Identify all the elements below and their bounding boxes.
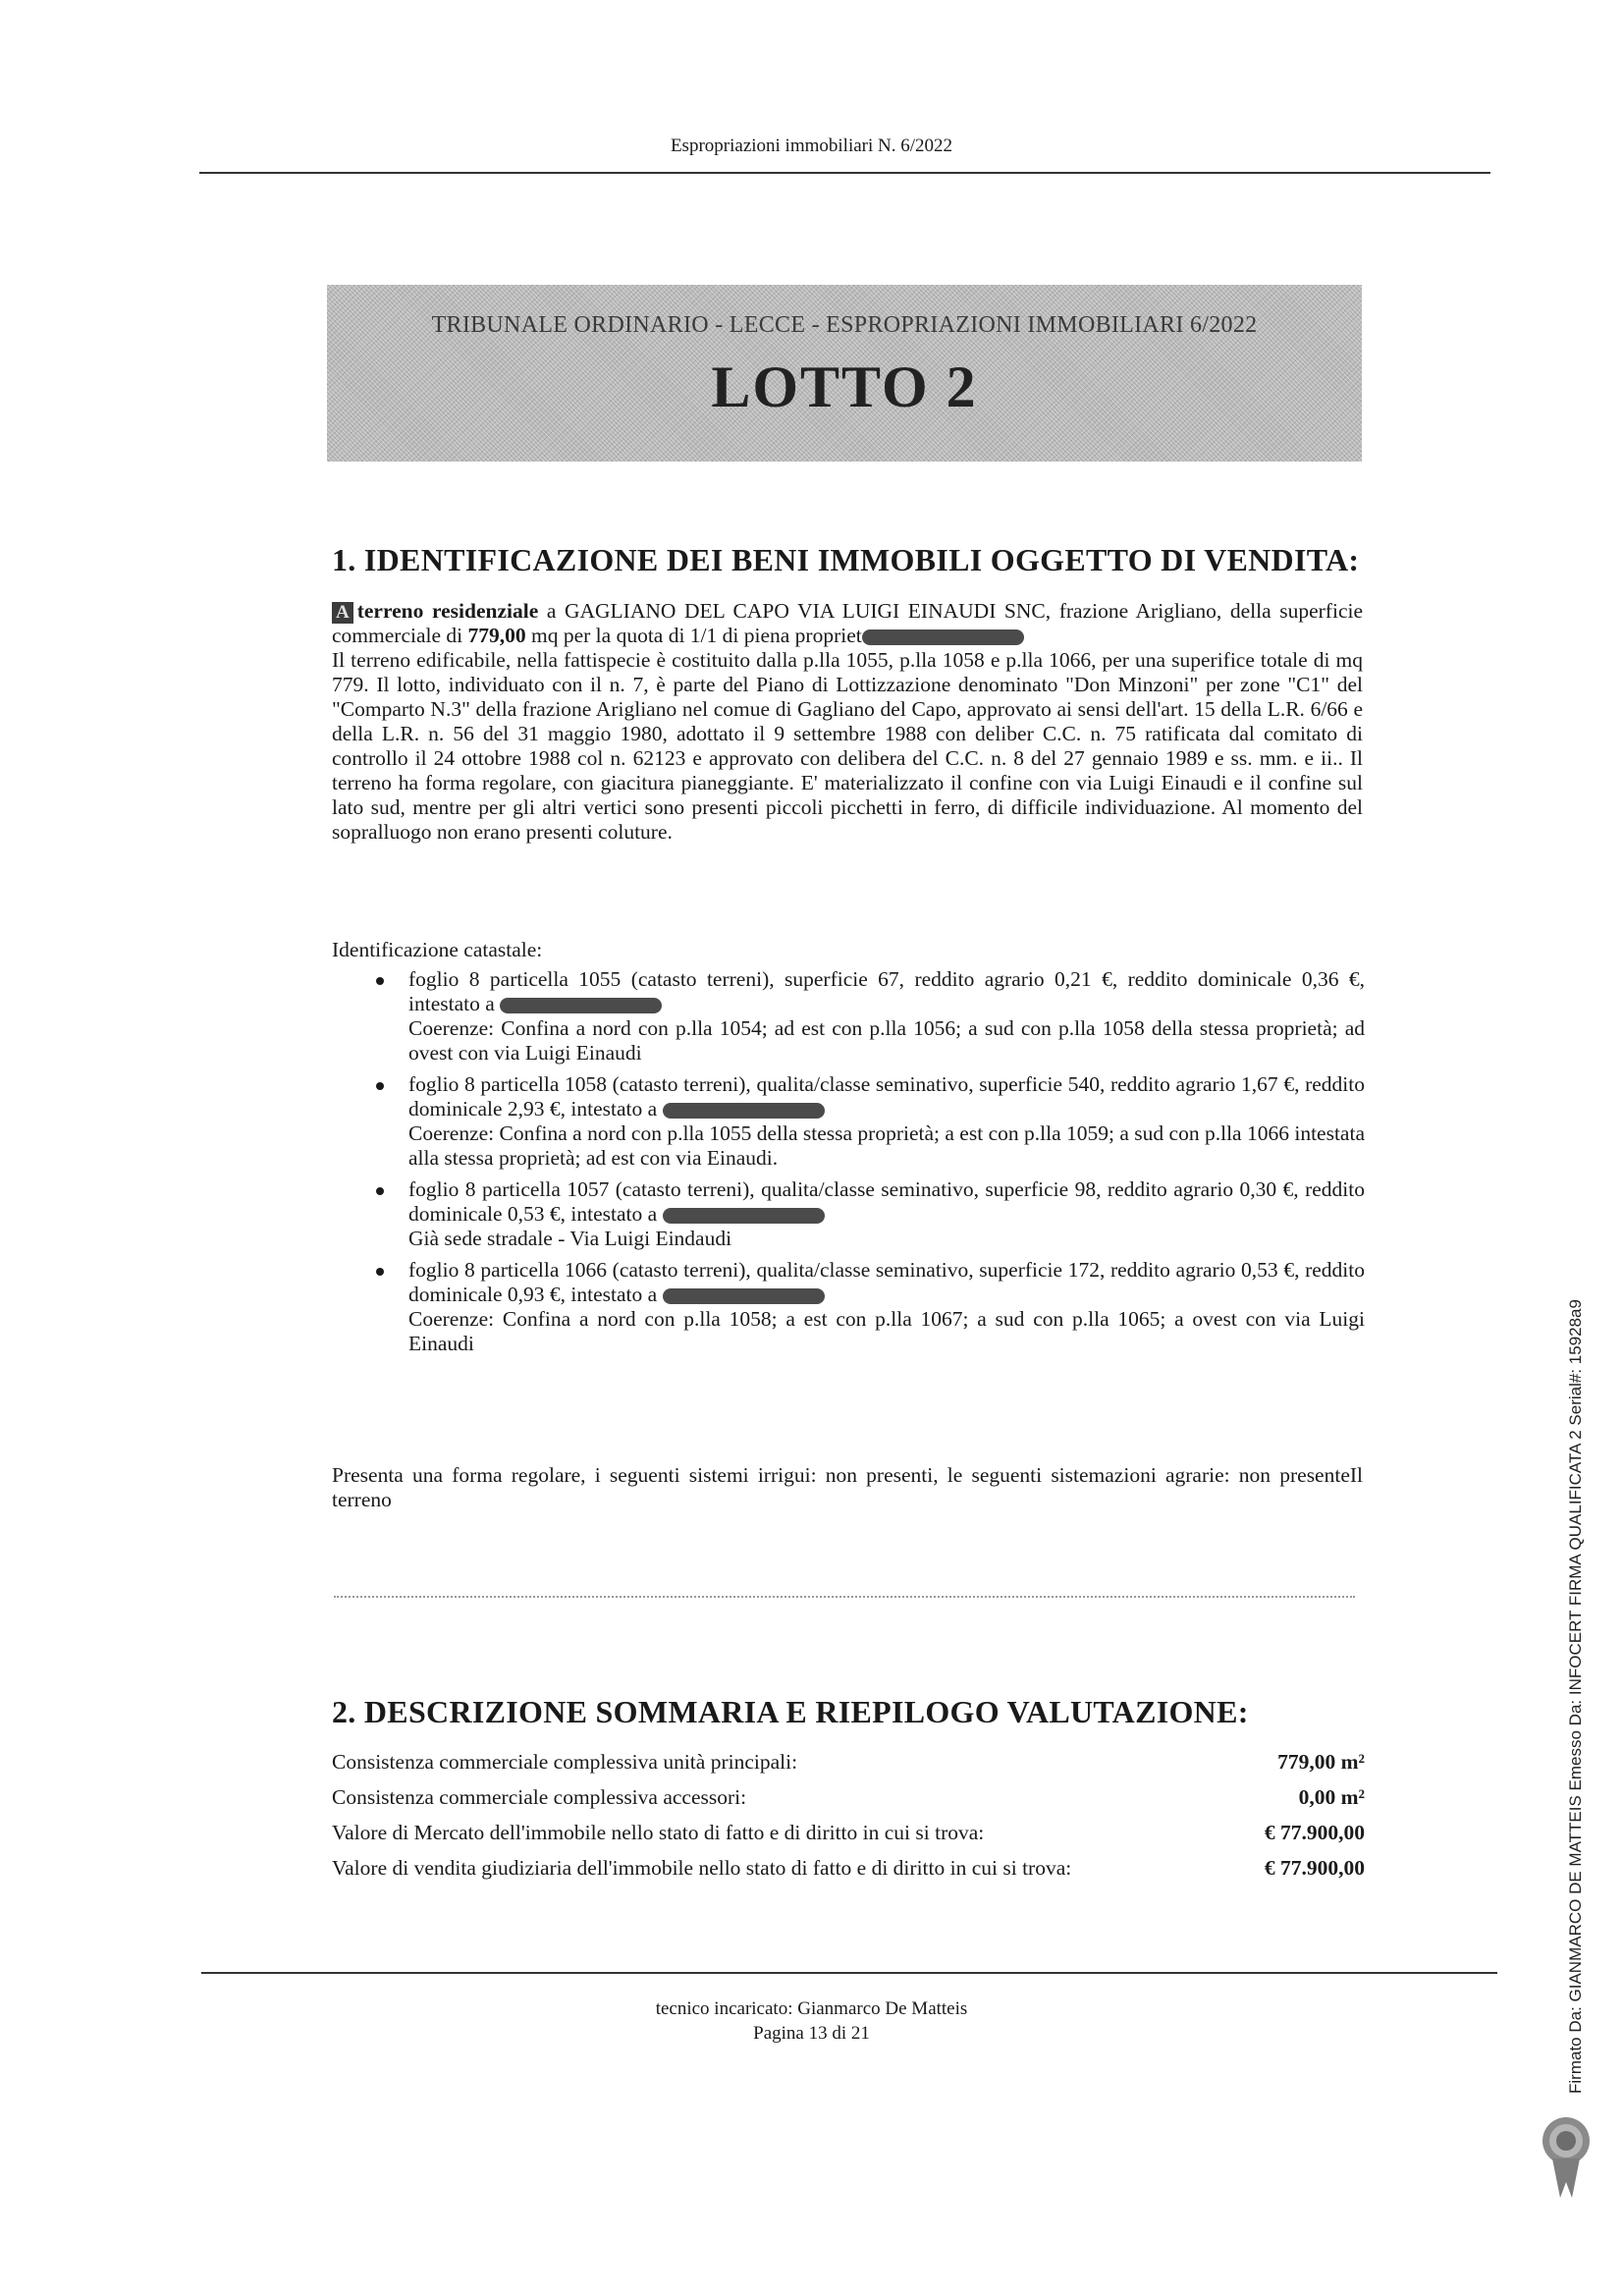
banner-title: LOTTO 2 (711, 355, 978, 419)
section-2-title: 2. DESCRIZIONE SOMMARIA E RIEPILOGO VALUTAZIONE: (332, 1694, 1249, 1729)
valuation-summary-table (332, 1746, 1365, 1887)
parcel-item (332, 1258, 1365, 1356)
parcel-boundaries: Coerenze: Confina a nord con p.lla 1054; ad est con p.lla 1056; a sud con p.lla 1058 della stessa proprietà; ad ovest con via Luigi Einaudi (408, 1016, 1365, 1065)
banner-subtitle: TRIBUNALE ORDINARIO - LECCE - ESPROPRIAZIONI IMMOBILIARI 6/2022 (431, 312, 1258, 338)
certification-seal-icon (1537, 2111, 1596, 2200)
bullet-icon (376, 1082, 384, 1090)
bullet-icon (376, 1268, 384, 1276)
parcel-boundaries: Coerenze: Confina a nord con p.lla 1058; a est con p.lla 1067; a sud con p.lla 1065; a ovest con via Luigi Einaudi (408, 1307, 1365, 1355)
header-divider (199, 172, 1490, 174)
redaction-mark (862, 629, 1024, 645)
parcel-boundaries: Già sede stradale - Via Luigi Eindaudi (408, 1227, 732, 1250)
summary-label: Valore di vendita giudiziaria dell'immobile nello stato di fatto e di diritto in cui si trova: (332, 1856, 1072, 1880)
property-description (332, 599, 1363, 845)
parcel-details: foglio 8 particella 1055 (catasto terreni), superficie 67, reddito agrario 0,21 €, reddito dominicale 0,36 €, intestato a (408, 967, 1365, 1015)
summary-value: 0,00 m² (1298, 1785, 1365, 1809)
parcel-item (332, 1072, 1365, 1171)
lot-letter-badge: A (332, 602, 353, 624)
commercial-area: 779,00 (467, 624, 526, 647)
property-type: terreno residenziale (356, 599, 539, 623)
property-location: a GAGLIANO DEL CAPO VIA LUIGI EINAUDI SNC, frazione Arigliano, della superficie commerciale di (332, 599, 1363, 647)
summary-label: Consistenza commerciale complessiva accessori: (332, 1785, 747, 1809)
parcel-item (332, 967, 1365, 1066)
summary-value: 779,00 m² (1277, 1750, 1365, 1774)
summary-value: € 77.900,00 (1264, 1856, 1365, 1880)
summary-value: € 77.900,00 (1264, 1821, 1365, 1844)
parcel-details: foglio 8 particella 1058 (catasto terreni), qualita/classe seminativo, superficie 540, reddito agrario 1,67 €, reddito dominicale 2,93 €, intestato a (408, 1072, 1365, 1121)
section-1-title: 1. IDENTIFICAZIONE DEI BENI IMMOBILI OGGETTO DI VENDITA: (332, 542, 1360, 577)
parcel-details: foglio 8 particella 1057 (catasto terreni), qualita/classe seminativo, superficie 98, reddito agrario 0,30 €, reddito dominicale 0,53 €, intestato a (408, 1177, 1365, 1226)
table-row (332, 1852, 1365, 1887)
running-header: Espropriazioni immobiliari N. 6/2022 (670, 136, 953, 156)
page-number: Pagina 13 di 21 (753, 2023, 870, 2044)
cadastral-heading: Identificazione catastale: (332, 938, 543, 961)
digital-signature-text: Firmato Da: GIANMARCO DE MATTEIS Emesso Da: INFOCERT FIRMA QUALIFICATA 2 Serial#: 15928a9 (1566, 1299, 1585, 2094)
footer-technician: tecnico incaricato: Gianmarco De Matteis (655, 1998, 968, 2019)
summary-label: Valore di Mercato dell'immobile nello stato di fatto e di diritto in cui si trova: (332, 1821, 985, 1844)
lot-banner (327, 285, 1362, 462)
redaction-mark (663, 1103, 825, 1119)
parcel-list (332, 967, 1365, 1363)
bullet-icon (376, 1187, 384, 1195)
footer-divider (201, 1972, 1497, 1974)
table-row (332, 1746, 1365, 1781)
parcel-item (332, 1177, 1365, 1251)
parcel-details: foglio 8 particella 1066 (catasto terreni), qualita/classe seminativo, superficie 172, reddito agrario 0,53 €, reddito dominicale 0,93 €, intestato a (408, 1258, 1365, 1306)
bullet-icon (376, 977, 384, 985)
redaction-mark (663, 1288, 825, 1304)
ownership-quota: mq per la quota di 1/1 di piena propriet (525, 624, 862, 647)
table-row (332, 1817, 1365, 1852)
summary-label: Consistenza commerciale complessiva unità principali: (332, 1750, 798, 1774)
property-body-text: Il terreno edificabile, nella fattispecie è costituito dalla p.lla 1055, p.lla 1058 e p.lla 1066, per una superifice totale di mq 779. Il lotto, individuato con il n. 7, è parte del Piano di Lottizzazione denominato "Don Minzoni" per zone "C1" del "Comparto N.3" della frazione Arigliano nel comue di Gagliano del Capo, approvato ai sensi dell'art. 15 della L.R. 6/66 e della L.R. n. 56 del 31 maggio 1980, adottato il 9 settembre 1988 con deliber C.C. n. 75 ratificata dal comitato di controllo il 24 ottobre 1988 col n. 62123 e approvato con delibera del C.C. n. 8 del 27 gennaio 1989 e ss. mm. e ii.. Il terreno ha forma regolare, con giacitura pianeggiante. E' materializzato il confine con via Luigi Einaudi e il confine sul lato sud, mentre per gli altri vertici sono presenti piccoli picchetti in ferro, di difficile individuazione. Al momento del sopralluogo non erano presenti coluture. (332, 648, 1363, 844)
redaction-mark (663, 1208, 825, 1224)
closing-paragraph: Presenta una forma regolare, i seguenti sistemi irrigui: non presenti, le seguenti sistemazioni agrarie: non presenteIl terreno (332, 1463, 1363, 1511)
redaction-mark (500, 998, 662, 1013)
table-row (332, 1781, 1365, 1817)
parcel-boundaries: Coerenze: Confina a nord con p.lla 1055 della stessa proprietà; a est con p.lla 1059; a sud con p.lla 1066 intestata alla stessa proprietà; ad est con via Einaudi. (408, 1121, 1365, 1170)
section-divider (334, 1596, 1355, 1598)
